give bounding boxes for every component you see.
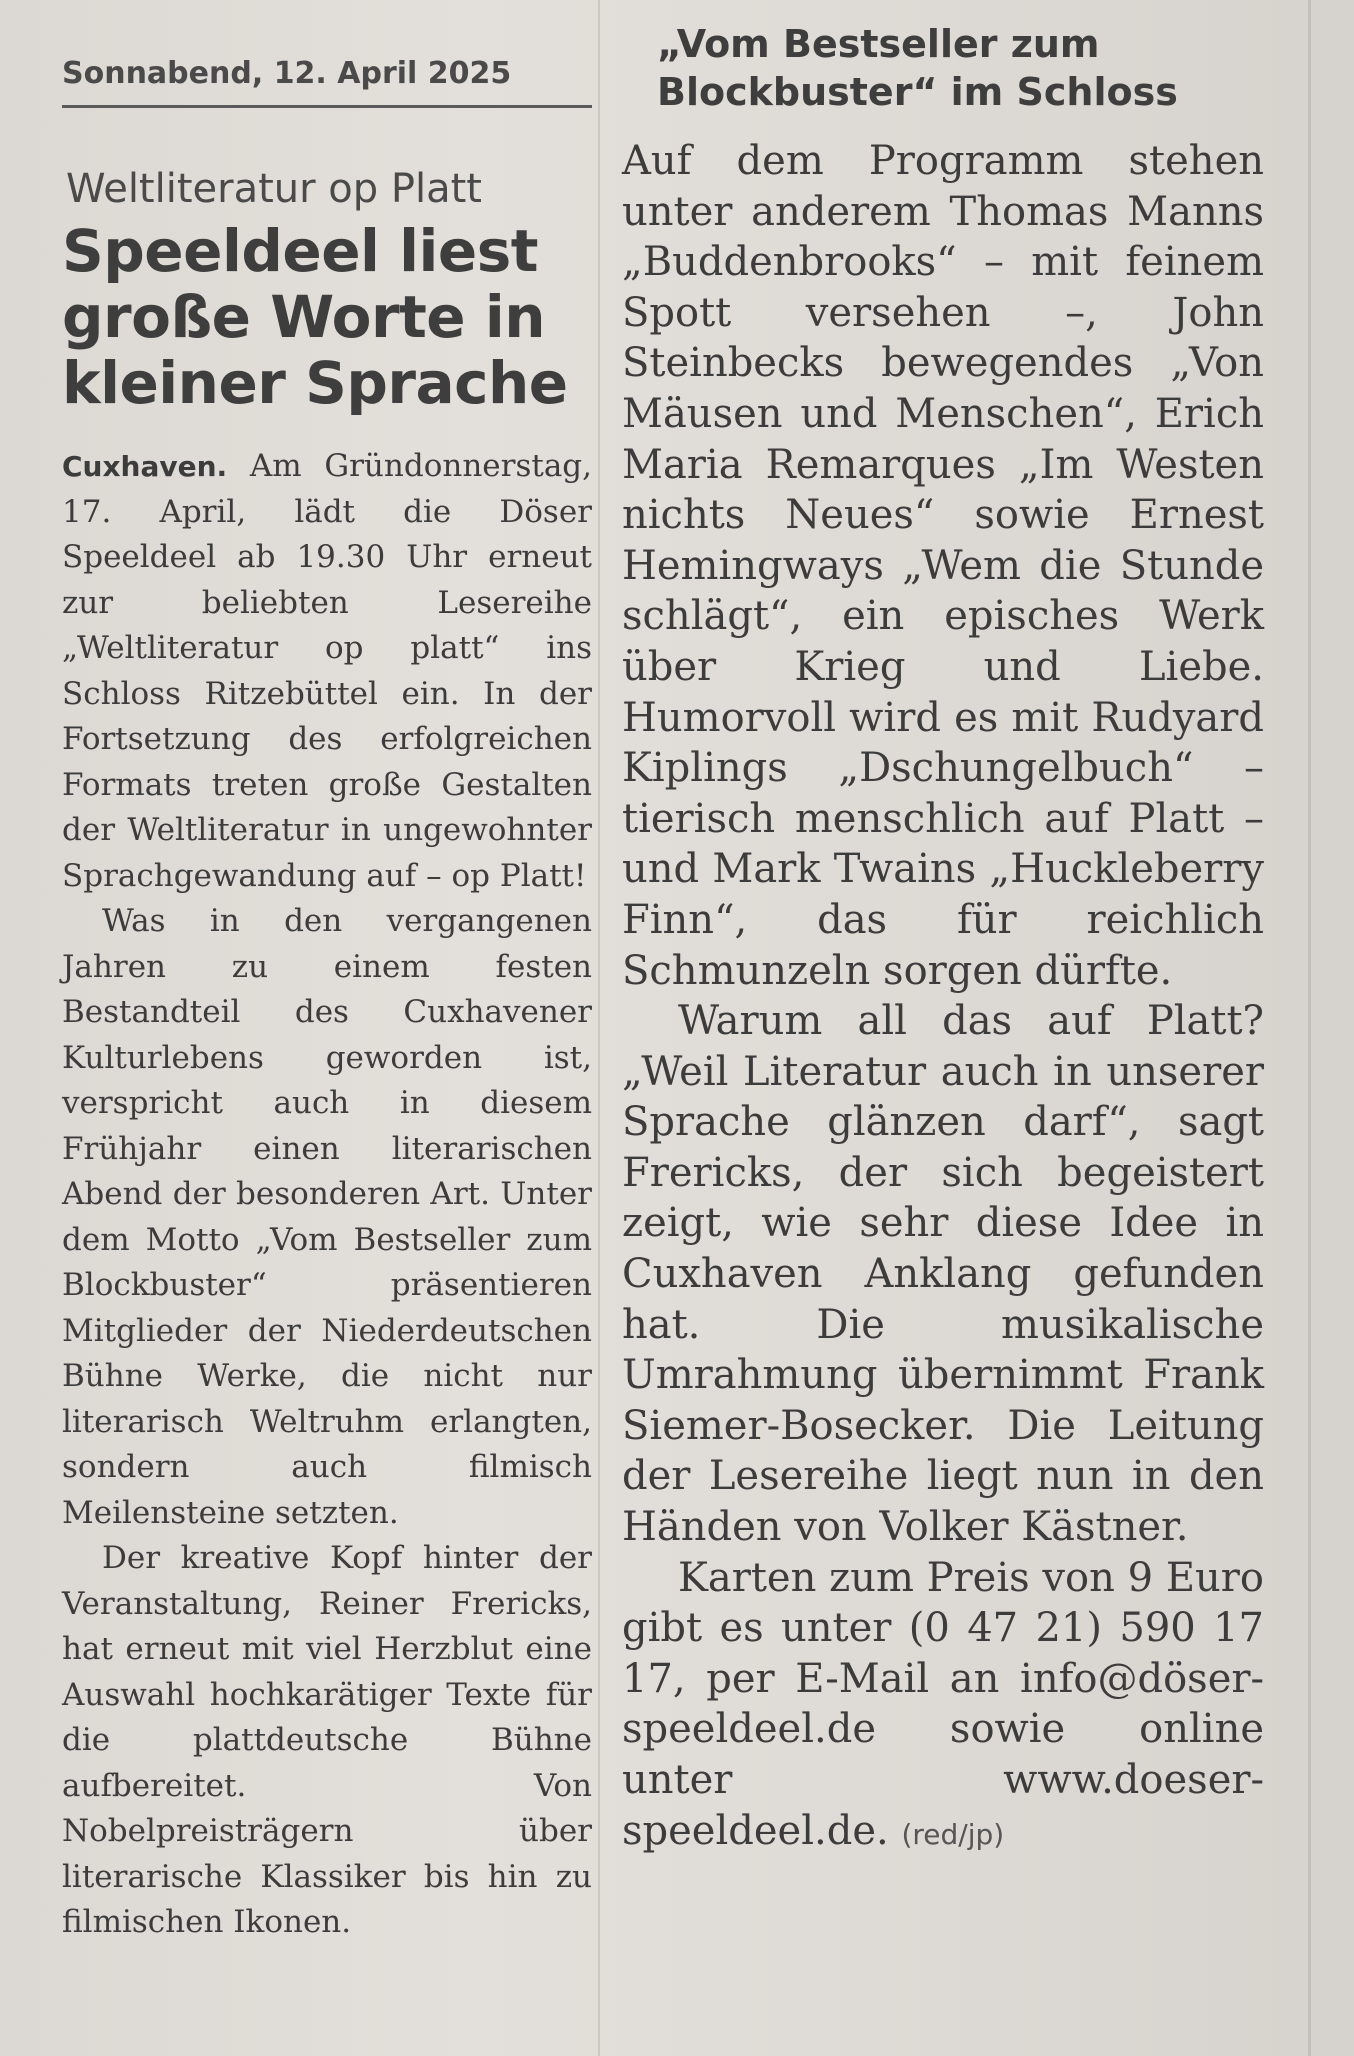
author-credit: (red/jp): [901, 1817, 1005, 1851]
dateline: [62, 40, 592, 108]
column-fold: [598, 0, 600, 2056]
paragraph: Cuxhaven. Am Gründonnerstag, 17. April, lädt die Döser Speeldeel ab 19.30 Uhr erneut zur beliebten Lesereihe „Weltliteratur op platt“ ins Schloss Ritzebüttel ein. In der Fortsetzung des erfolgreichen Formats treten große Gestalten der Weltliteratur in ungewohnter Sprachgewandung auf – op Platt!: [62, 448, 592, 894]
weekday: Sonnabend,: [62, 56, 264, 91]
paragraph: Warum all das auf Platt? „Weil Literatur auch in unserer Sprache glänzen darf“, sagt Frericks, der sich begeistert zeigt, wie sehr diese Idee in Cuxhaven Anklang gefunden hat. Die musikalische Umrahmung übernimmt Frank Siemer-Bosecker. Die Leitung der Lesereihe liegt nun in den Händen von Volker Kästner.: [622, 998, 1264, 1551]
paragraph: Auf dem Programm stehen unter anderem Thomas Manns „Buddenbrooks“ – mit feinem Spott versehen –, John Steinbecks bewegendes „Von Mäusen und Menschen“, Erich Maria Remarques „Im Westen nichts Neues“ sowie Ernest Hemingways „Wem die Stunde schlägt“, ein episches Werk über Krieg und Liebe. Humorvoll wird es mit Rudyard Kiplings „Dschungelbuch“ – tierisch menschlich auf Platt – und Mark Twains „Huckleberry Finn“, das für reichlich Schmunzeln sorgen dürfte.: [622, 138, 1264, 994]
right-column: [622, 20, 1264, 1860]
paragraph: Karten zum Preis von 9 Euro gibt es unter (0 47 21) 590 17 17, per E-Mail an info@döser-speeldeel.de sowie online unter www.doeser-speeldeel.de. (red/jp): [622, 1554, 1264, 1854]
left-column: [62, 40, 592, 1946]
subhead: „Vom Bestseller zum Blockbuster“ im Schloss: [657, 22, 1178, 114]
kicker: Weltliteratur op Platt: [66, 166, 482, 212]
right-body: [622, 136, 1264, 1860]
paragraph: Was in den vergangenen Jahren zu einem festen Bestandteil des Cuxhavener Kulturlebens geworden ist, verspricht auch in diesem Frühjahr einen literarischen Abend der besonderen Art. Unter dem Motto „Vom Bestseller zum Blockbuster“ präsentieren Mitglieder der Niederdeutschen Bühne Werke, die nicht nur literarisch Weltruhm erlangten, sondern auch filmisch Meilensteine setzten.: [62, 903, 592, 1531]
city-dateline: Cuxhaven.: [62, 450, 228, 483]
full-date: 12. April 2025: [273, 56, 512, 91]
left-body: [62, 444, 592, 1946]
headline: Speeldeel liest große Worte in kleiner Sprache: [62, 217, 568, 417]
paragraph: Der kreative Kopf hinter der Veranstaltung, Reiner Frericks, hat erneut mit viel Herzblut eine Auswahl hochkarätiger Texte für die plattdeutsche Bühne aufbereitet. Von Nobelpreisträgern über literarische Klassiker bis hin zu filmischen Ikonen.: [62, 1540, 592, 1940]
page-fold: [1308, 0, 1311, 2056]
